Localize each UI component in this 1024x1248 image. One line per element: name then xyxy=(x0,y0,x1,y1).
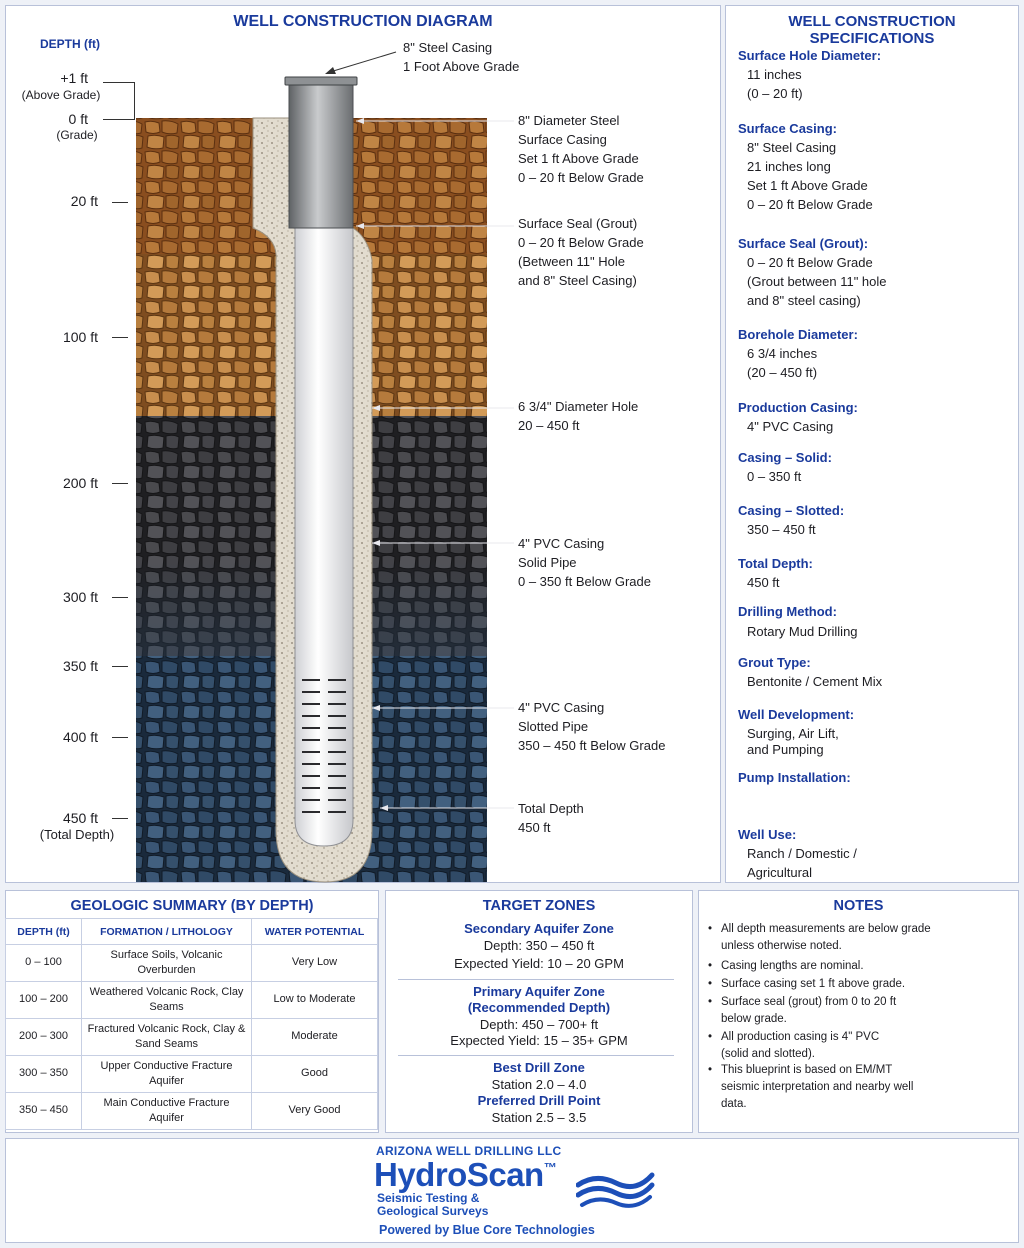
spec-head: Pump Installation: xyxy=(738,770,851,785)
footer-panel xyxy=(5,1138,1019,1243)
geo-col-formation: FORMATION / LITHOLOGY xyxy=(82,919,252,945)
spec-value: 21 inches long xyxy=(747,159,831,174)
note-item: • This blueprint is based on EM/MT seismic interpretation and nearby well data. xyxy=(721,1062,976,1113)
spec-head: Borehole Diameter: xyxy=(738,327,858,342)
depth-label-300: 300 ft xyxy=(62,589,98,605)
callout-pvc-solid: 4" PVC Casing Solid Pipe 0 – 350 ft Below Grade xyxy=(518,536,651,589)
spec-value: Agricultural xyxy=(747,865,813,880)
table-row: 350 – 450 Main Conductive Fracture Aquifer Very Good xyxy=(6,1093,378,1130)
callout-surface-casing: 8" Diameter Steel Surface Casing Set 1 ft Above Grade 0 – 20 ft Below Grade xyxy=(518,113,644,185)
callout-pvc-slotted: 4" PVC Casing Slotted Pipe 350 – 450 ft Below Grade xyxy=(518,700,666,753)
spec-value: Set 1 ft Above Grade xyxy=(747,178,868,193)
secondary-depth: Depth: 350 – 450 ft xyxy=(483,938,595,953)
company-name: ARIZONA WELL DRILLING LLC xyxy=(376,1144,562,1158)
depth-label-plus1: +1 ft xyxy=(60,70,88,86)
tagline-1: Seismic Testing & xyxy=(377,1191,480,1205)
spec-head: Surface Seal (Grout): xyxy=(738,236,869,251)
secondary-yield: Expected Yield: 10 – 20 GPM xyxy=(454,956,624,971)
spec-head: Surface Hole Diameter: xyxy=(738,48,882,63)
targets-panel xyxy=(385,890,693,1133)
spec-value: 4" PVC Casing xyxy=(747,419,834,434)
notes-title: NOTES xyxy=(833,898,884,914)
spec-value: 0 – 20 ft Below Grade xyxy=(747,197,873,212)
spec-value: (0 – 20 ft) xyxy=(747,86,803,101)
spec-head: Grout Type: xyxy=(738,655,811,670)
depth-sub-grade: (Grade) xyxy=(56,128,98,142)
divider xyxy=(398,979,674,980)
spec-value: and Pumping xyxy=(747,742,824,757)
best-drill-value: Station 2.0 – 4.0 xyxy=(491,1077,587,1092)
table-row: 100 – 200 Weathered Volcanic Rock, Clay Seams Low to Moderate xyxy=(6,982,378,1019)
spec-head: Casing – Solid: xyxy=(738,450,832,465)
spec-head: Well Development: xyxy=(738,707,855,722)
depth-sub-total-depth: (Total Depth) xyxy=(39,827,115,842)
powered-by: Powered by Blue Core Technologies xyxy=(379,1223,595,1237)
spec-value: 11 inches xyxy=(747,67,802,82)
targets-title: TARGET ZONES xyxy=(482,898,596,914)
depth-sub-above-grade: (Above Grade) xyxy=(21,88,101,102)
spec-value: 8" Steel Casing xyxy=(747,140,837,155)
spec-value: 450 ft xyxy=(747,575,780,590)
spec-value: 0 – 350 ft xyxy=(747,469,802,484)
callout-steel-casing: 8" Steel Casing 1 Foot Above Grade xyxy=(403,40,520,74)
callout-surface-seal: Surface Seal (Grout) 0 – 20 ft Below Grade (Between 11" Hole and 8" Steel Casing) xyxy=(518,216,644,288)
brand-tm: ™ xyxy=(543,1160,557,1175)
preferred-drill-value: Station 2.5 – 3.5 xyxy=(491,1110,587,1125)
brand-logo xyxy=(374,1156,556,1194)
geo-col-water: WATER POTENTIAL xyxy=(252,919,378,945)
callout-borehole: 6 3/4" Diameter Hole 20 – 450 ft xyxy=(518,399,639,433)
note-item: • All production casing is 4" PVC (solid and slotted). xyxy=(721,1029,976,1063)
table-row: 200 – 300 Fractured Volcanic Rock, Clay & Sand Seams Moderate xyxy=(6,1019,378,1056)
spec-head: Drilling Method: xyxy=(738,604,837,619)
geologic-table xyxy=(5,918,378,1130)
geo-col-depth: DEPTH (ft) xyxy=(6,919,82,945)
spec-value: Ranch / Domestic / xyxy=(747,846,857,861)
primary-depth: Depth: 450 – 700+ ft xyxy=(479,1017,599,1032)
spec-value: Surging, Air Lift, xyxy=(747,726,839,741)
best-drill-zone: Best Drill Zone xyxy=(493,1060,585,1075)
depth-label-200: 200 ft xyxy=(62,475,98,491)
spec-value: (20 – 450 ft) xyxy=(747,365,818,380)
spec-value: (Grout between 11" hole xyxy=(747,274,887,289)
table-row: 0 – 100 Surface Soils, Volcanic Overburden Very Low xyxy=(6,945,378,982)
spec-value: and 8" steel casing) xyxy=(747,293,861,308)
callout-total-depth: Total Depth 450 ft xyxy=(518,801,584,835)
notes-panel xyxy=(698,890,1019,1133)
geologic-title: GEOLOGIC SUMMARY (BY DEPTH) xyxy=(70,898,314,914)
spec-head: Production Casing: xyxy=(738,400,858,415)
table-row: 300 – 350 Upper Conductive Fracture Aquifer Good xyxy=(6,1056,378,1093)
note-item: • Casing lengths are nominal. xyxy=(721,958,976,975)
note-item: • Surface casing set 1 ft above grade. xyxy=(721,976,976,993)
specs-title: WELL CONSTRUCTION SPECIFICATIONS xyxy=(788,13,956,47)
primary-zone: Primary Aquifer Zone xyxy=(473,984,605,999)
spec-head: Casing – Slotted: xyxy=(738,503,845,518)
depth-label-20: 20 ft xyxy=(70,193,98,209)
depth-label-350: 350 ft xyxy=(62,658,98,674)
spec-value: 350 – 450 ft xyxy=(747,522,816,537)
divider xyxy=(398,1055,674,1056)
note-item: • All depth measurements are below grade unless otherwise noted. xyxy=(721,921,976,955)
spec-head: Well Use: xyxy=(738,827,797,842)
specs-panel xyxy=(725,5,1019,883)
spec-head: Surface Casing: xyxy=(738,121,837,136)
note-item: • Surface seal (grout) from 0 to 20 ft below grade. xyxy=(721,994,976,1028)
primary-note: (Recommended Depth) xyxy=(467,1000,611,1015)
wave-logo-icon xyxy=(576,1167,656,1211)
spec-value: Bentonite / Cement Mix xyxy=(747,674,883,689)
depth-label-100: 100 ft xyxy=(62,329,98,345)
spec-head: Total Depth: xyxy=(738,556,813,571)
brand-name: HydroScan xyxy=(374,1156,544,1193)
depth-label-450: 450 ft xyxy=(62,810,98,826)
primary-yield: Expected Yield: 15 – 35+ GPM xyxy=(450,1033,628,1048)
depth-label-400: 400 ft xyxy=(62,729,98,745)
spec-value: 6 3/4 inches xyxy=(747,346,818,361)
secondary-zone: Secondary Aquifer Zone xyxy=(464,921,614,936)
spec-value: Rotary Mud Drilling xyxy=(747,624,858,639)
preferred-drill-point: Preferred Drill Point xyxy=(477,1093,601,1108)
depth-label-0: 0 ft xyxy=(68,111,88,127)
diagram-title: WELL CONSTRUCTION DIAGRAM xyxy=(233,13,493,30)
depth-header: DEPTH (ft) xyxy=(40,37,100,51)
spec-value: 0 – 20 ft Below Grade xyxy=(747,255,873,270)
tagline-2: Geological Surveys xyxy=(377,1204,489,1218)
